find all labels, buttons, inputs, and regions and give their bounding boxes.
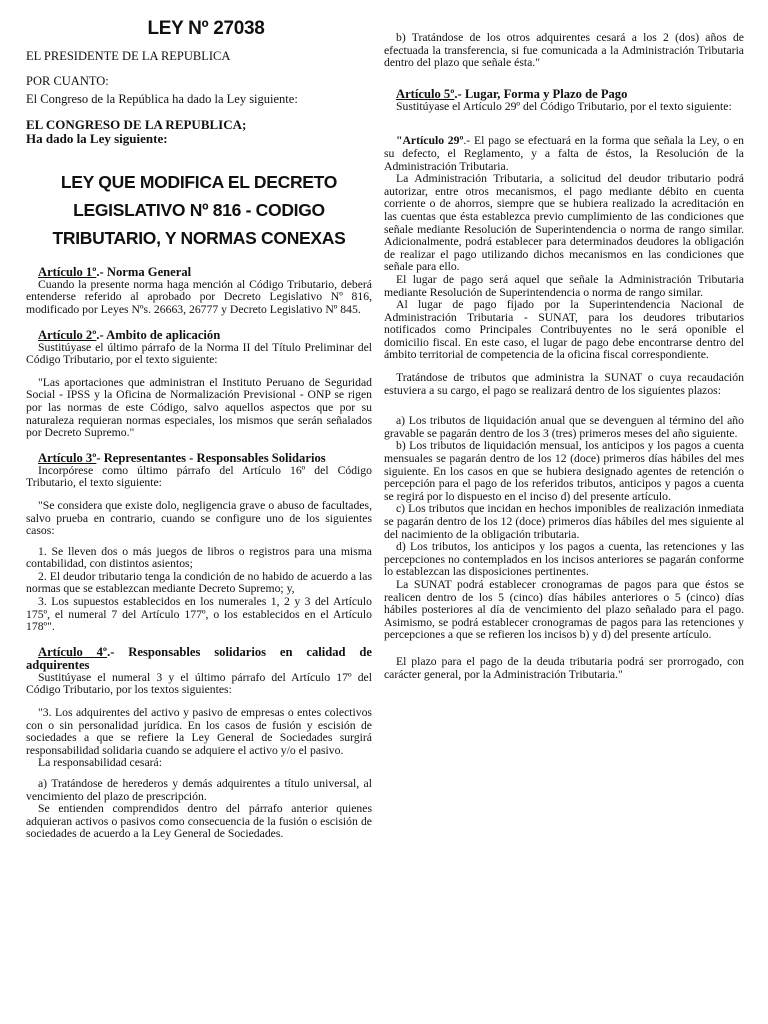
left-column [26,0,372,841]
art5-quote-p4: Al lugar de pago fijado por la Superintendencia Nacional de Administración Tributaria - SUNAT, para los deudores tributarios notificados como Principales Contribuyentes no le será oponible el domicilio fiscal. En este caso, el lugar de pago debe encontrarse dentro del ámbito territorial de competencia de la oficina fiscal correspondiente. [384,298,744,362]
art4-item-a: a) Tratándose de herederos y demás adquirentes a título universal, al vencimiento del plazo de prescripción. [26,777,372,803]
art3-heading [26,452,372,465]
art3-intro: Incorpórese como último párrafo del Artículo 16º del Código Tributario, el texto siguiente: [26,463,372,490]
main-title-line-2: LEGISLATIVO Nº 816 - CODIGO [73,199,325,220]
art5-item-a: a) Los tributos de liquidación anual que se devenguen al término del año gravable se pagarán dentro de los 3 (tres) primeros meses del año siguiente. [384,414,744,440]
art4-heading [26,646,372,672]
art2-heading [26,329,372,342]
art1-text: Cuando la presente norma haga mención al Código Tributario, deberá entenderse referido al aprobado por Decreto Legislativo Nº 816, modificado por Leyes Nºs. 26663, 26777 y Decreto Legislativo Nº 845. [26,277,372,316]
congreso-line: El Congreso de la República ha dado la Ley siguiente: [26,92,298,107]
art5-quote-p3: El lugar de pago será aquel que señale la Administración Tributaria mediante Resolución de Superintendencia o norma de rango similar. [384,272,744,299]
art29-text: .- El pago se efectuará en la forma que señala la Ley, o en su defecto, el Reglamento, y a falta de éstos, la Resolución de la Administración Tributaria. [384,134,744,173]
congreso-bold-line-2: Ha dado la Ley siguiente: [26,130,168,146]
art1-title: .- Norma General [96,264,192,279]
art5-quote-p7: El plazo para el pago de la deuda tributaria podrá ser prorrogado, con carácter general, por la Administración Tributaria." [384,654,744,681]
presidente-line: EL PRESIDENTE DE LA REPUBLICA [26,49,231,63]
art3-item-1: 1. Se lleven dos o más juegos de libros o registros para una misma contabilidad, con distintos asientos; [26,544,372,571]
art4-label: Artículo 4º [38,644,108,659]
art5-heading [384,88,744,101]
art4-intro: Sustitúyase el numeral 3 y el último párrafo del Artículo 17º del Código Tributario, por los textos siguientes: [26,670,372,697]
art3-label: Artículo 3º [38,450,97,465]
main-title-line-3: TRIBUTARIO, Y NORMAS CONEXAS [52,227,346,248]
art5-quote-p5: Tratándose de tributos que administra la SUNAT o cuya recaudación estuviera a su cargo, el pago se realizará dentro de los siguientes plazos: [384,371,744,397]
art1-label: Artículo 1º [38,264,97,279]
art4-cesara: La responsabilidad cesará: [38,756,162,770]
art3-item-3: 3. Los supuestos establecidos en los numerales 1, 2 y 3 del Artículo 175º, el numeral 7 del Artículo 177º, o los establecidos en el Artículo 178º". [26,595,372,634]
art5-label: Artículo 5º [396,86,455,101]
main-title-line-1: LEY QUE MODIFICA EL DECRETO [60,171,338,192]
art29-label: "Artículo 29º [396,134,464,148]
art4-quote: "3. Los adquirentes del activo y pasivo de empresas o entes colectivos con o sin personalidad jurídica. En los casos de fusión y escisión de sociedades a que se refiere la Ley General de Sociedades surgirá responsabilidad solidaria cuando se adquiere el activo y/o el pasivo. [26,706,372,757]
art5-item-c: c) Los tributos que incidan en hechos imponibles de realización inmediata se pagarán dentro de los 12 (doce) primeros días hábiles del mes siguiente al del nacimiento de la obligación tributaria. [384,502,744,541]
art5-quote-p6: La SUNAT podrá establecer cronogramas de pagos para que éstos se realicen dentro de los 5 (cinco) días hábiles anteriores o 5 (cinco) días hábiles posteriores al día de vencimiento del plazo señalado para el pago. Asimismo, se podrá establecer cronogramas de pagos para las retenciones y percepciones a que se refieren los incisos b) y d) del presente artículo. [384,577,744,642]
art5-item-d: d) Los tributos, los anticipos y los pagos a cuenta, las retenciones y las percepciones no contemplados en los incisos anteriores se pagarán conforme lo establezcan las disposiciones pertinentes. [384,540,744,579]
congreso-bold-line-1: EL CONGRESO DE LA REPUBLICA; [26,116,247,132]
art4-item-b: b) Tratándose de los otros adquirentes cesará a los 2 (dos) años de efectuada la transferencia, si fue comunicada a la Administración Tributaria dentro del plazo que señale ésta." [384,31,744,70]
art2-quote: "Las aportaciones que administran el Instituto Peruano de Seguridad Social - IPSS y la Oficina de Normalización Previsional - ONP se rigen por las normas de este Código, salvo aquellos aspectos que por su naturaleza requieran normas especiales, los mismos que serán señalados por Decreto Supremo." [26,375,372,440]
art1-heading [26,266,372,279]
art5-title: .- Lugar, Forma y Plazo de Pago [454,86,628,101]
art5-item-b: b) Los tributos de liquidación mensual, los anticipos y los pagos a cuenta mensuales se pagarán dentro de los 12 (doce) primeros días hábiles del mes siguiente. En los casos en que se hubiera designado agentes de retención o percepción para el pago de los referidos tributos, anticipos y pagos a cuenta se regirá por lo dispuesto en el inciso d) del presente artículo. [384,439,744,503]
right-column [384,0,744,681]
art3-quote: "Se considera que existe dolo, negligencia grave o abuso de facultades, salvo prueba en contrario, cuando se configure uno de los siguientes casos: [26,498,372,538]
law-number: LEY Nº 27038 [147,18,265,39]
art5-quote-p1 [384,135,744,173]
art4-title: .- Responsables solidarios en calidad de adquirentes [26,644,373,672]
main-title [26,168,372,252]
por-cuanto-line: POR CUANTO: [26,73,109,88]
art3-item-2: 2. El deudor tributario tenga la condición de no habido de acuerdo a las normas que se establezcan mediante Decreto Supremo; y, [26,569,372,596]
art3-title: - Representantes - Responsables Solidarios [96,450,326,465]
art5-intro: Sustitúyase el Artículo 29º del Código Tributario, por el texto siguiente: [396,99,732,113]
art4-item-a-cont: Se entienden comprendidos dentro del párrafo anterior quienes adquieran activos o pasivos como consecuencia de la fusión o escisión de sociedades de acuerdo a la Ley General de Sociedades. [26,802,372,841]
art2-intro: Sustitúyase el último párrafo de la Norma II del Título Preliminar del Código Tributario, por el texto siguiente: [26,340,372,367]
art2-title: .- Ambito de aplicación [96,327,221,342]
art2-label: Artículo 2º [38,327,97,342]
art5-quote-p2: La Administración Tributaria, a solicitud del deudor tributario podrá autorizar, entre otros mecanismos, el pago mediante débito en cuenta corriente o de ahorros, siempre que se hubiera realizado la acreditación en las cuentas que ésta establezca previo cumplimiento de las condiciones que señale mediante Resolución de Superintendencia o norma de rango similar. Adicionalmente, podrá establecer para determinados deudores la obligación de realizar el pago utilizando dichos mecanismos en las condiciones que señale para ello. [384,172,744,274]
